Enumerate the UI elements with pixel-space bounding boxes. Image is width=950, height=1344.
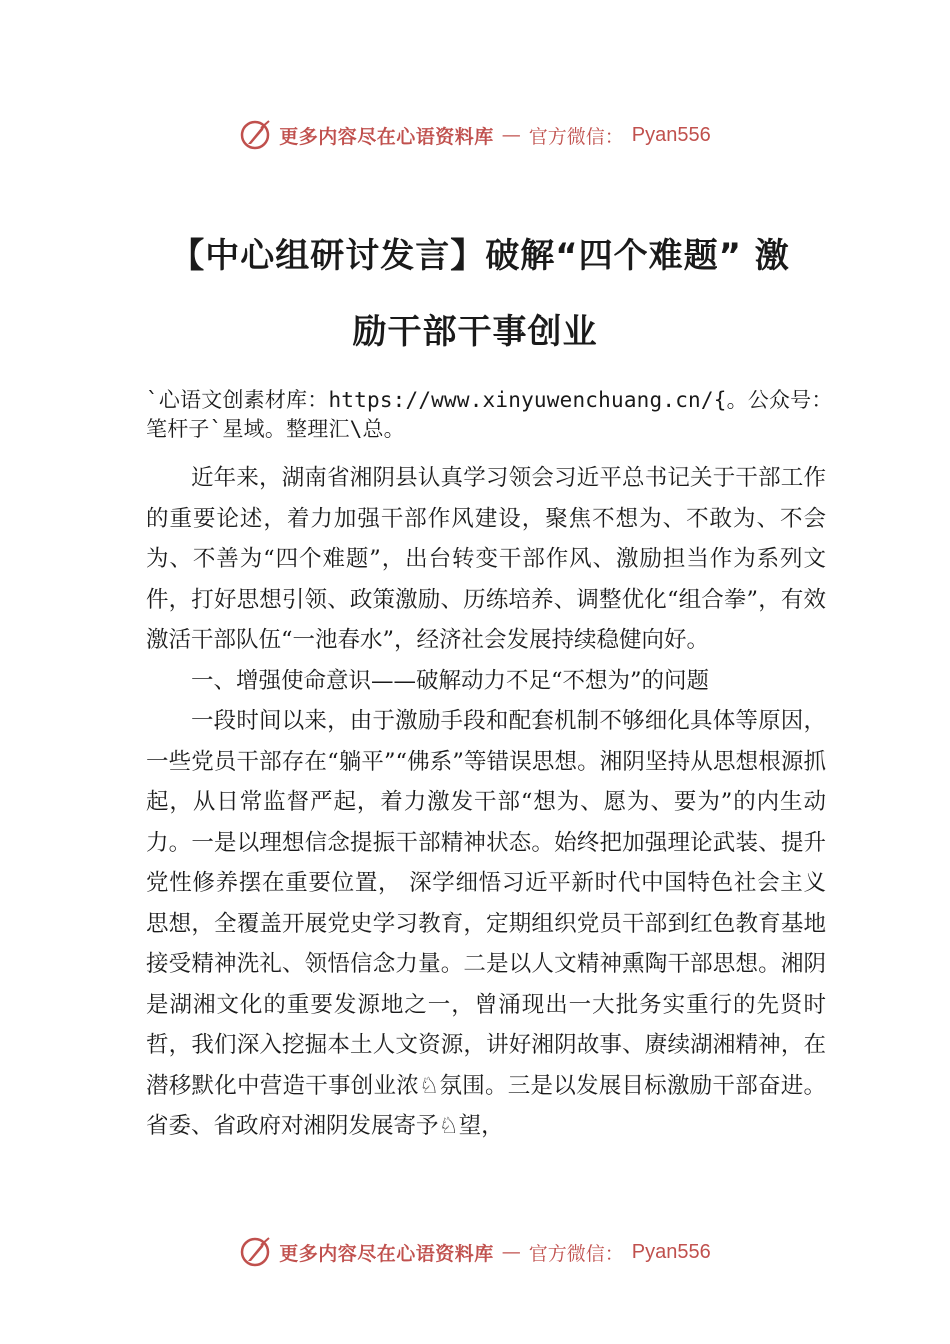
banner-slogan: 更多内容尽在心语资料库 bbox=[279, 125, 494, 148]
section-heading-1: 一、增强使命意识——破解动力不足“不想为”的问题 bbox=[191, 667, 710, 694]
header-banner bbox=[0, 115, 950, 155]
paragraph-section-1: 一段时间以来，由于激励手段和配套机制不够细化具体等原因，一些党员干部存在“躺平”“佛系”等错误思想。湘阴坚持从思想根源抓起，从日常监督严起，着力激发干部“想为、愿为、要为”的内生动力。一是以理想信念提振干部精神状态。始终把加强理论武装、提升党性修养摆在重要位置， 深学细悟习近平新时代中国特色社会主义思想，全覆盖开展党史学习教育，定期组织党员干部到红色教育基地接受精神洗礼、领悟信念力量。二是以人文精神熏陶干部思想。湘阴是湖湘文化的重要发源地之一，曾涌现出一大批务实重行的先贤时哲，我们深入挖掘本土人文资源，讲好湘阴故事、赓续湖湘精神，在潜移默化中营造干事创业浓♘氛围。三是以发展目标激励干部奋进。省委、省政府对湘阴发展寄予♘望， bbox=[146, 708, 826, 1139]
document-title-line-1: 【中心组研讨发言】破解“四个难题” 激 bbox=[170, 236, 790, 276]
banner-dash: — bbox=[501, 1241, 521, 1263]
document-body bbox=[146, 458, 826, 1147]
banner-dash: — bbox=[501, 124, 521, 146]
quill-pen-logo-icon bbox=[239, 118, 273, 152]
paragraph-intro: 近年来，湖南省湘阴县认真学习领会习近平总书记关于干部工作的重要论述，着力加强干部作风建设，聚焦不想为、不敢为、不会为、不善为“四个难题”，出台转变干部作风、激励担当作为系列文件，打好思想引领、政策激励、历练培养、调整优化“组合拳”，有效激活干部队伍“一池春水”，经济社会发展持续稳健向好。 bbox=[146, 465, 826, 653]
banner-wechat-id: Pyan556 bbox=[631, 123, 711, 146]
source-note: `心语文创素材库：https://www.xinyuwenchuang.cn/{。公众号：笔杆子`星域。整理汇\总。 bbox=[146, 388, 833, 441]
banner-slogan: 更多内容尽在心语资料库 bbox=[279, 1242, 494, 1265]
footer-banner bbox=[0, 1232, 950, 1272]
quill-pen-logo-icon bbox=[239, 1235, 273, 1269]
document-title-line-2: 励干部干事创业 bbox=[352, 312, 598, 352]
banner-wechat-label: 官方微信： bbox=[528, 1242, 624, 1265]
banner-wechat-label: 官方微信： bbox=[528, 125, 624, 148]
banner-wechat-id: Pyan556 bbox=[631, 1240, 711, 1263]
